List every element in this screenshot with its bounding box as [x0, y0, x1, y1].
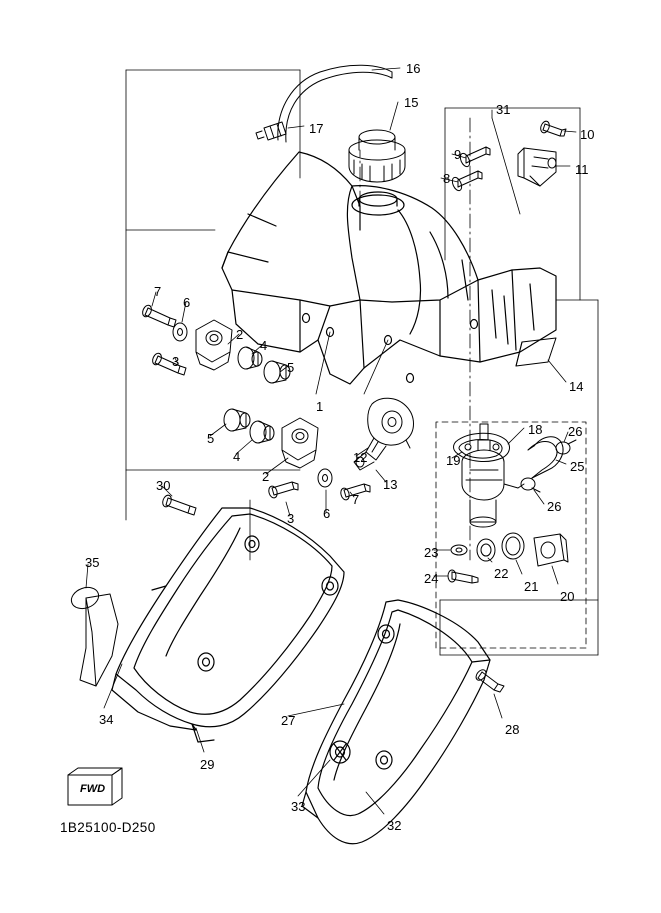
part-25-hose: [528, 437, 563, 478]
callout-4a: 4: [260, 338, 268, 353]
callout-30: 30: [156, 478, 171, 493]
part-4b-collar: [250, 421, 274, 443]
callout-29: 29: [200, 757, 215, 772]
part-29-left-side-cover: [112, 508, 344, 742]
part-26a-clamp: [556, 440, 576, 454]
callout-2a: 2: [236, 327, 244, 342]
callout-5a: 5: [287, 360, 295, 375]
part-20-holder: [534, 534, 568, 566]
callout-21: 21: [524, 579, 539, 594]
callout-10: 10: [580, 127, 595, 142]
callout-5b: 5: [207, 431, 215, 446]
callout-3a: 3: [172, 354, 180, 369]
part-7a-bolt: [141, 304, 176, 327]
callout-23: 23: [424, 545, 439, 560]
callout-11: 11: [575, 162, 589, 177]
callout-25: 25: [570, 459, 585, 474]
callout-34: 34: [99, 712, 114, 727]
callout-6a: 6: [183, 295, 191, 310]
part-21-oring: [502, 533, 524, 559]
callout-9: 9: [454, 147, 462, 162]
part-23-washer: [451, 545, 467, 555]
callout-1a: 1: [316, 399, 324, 414]
diagram-part-number: 1B25100-D250: [60, 820, 156, 835]
part-26b-clamp: [521, 478, 540, 492]
callout-27: 27: [281, 713, 296, 728]
part-17-clamp: [256, 122, 286, 140]
part-5b-damper: [224, 409, 250, 431]
part-27-right-side-cover: [302, 600, 490, 844]
part-22-filter: [477, 539, 495, 561]
callout-24: 24: [424, 571, 439, 586]
callout-6b: 6: [323, 506, 331, 521]
callout-16: 16: [406, 61, 421, 76]
part-35-grommet: [68, 584, 101, 612]
fwd-direction-marker: [68, 775, 112, 805]
part-3a-bolt: [151, 352, 186, 375]
part-1-fuel-tank: [222, 152, 556, 384]
fwd-label: FWD: [80, 783, 106, 795]
callout-4b: 4: [233, 449, 241, 464]
callout-12: 12: [353, 450, 368, 465]
callout-19: 19: [446, 453, 461, 468]
part-12-fuel-cock: [366, 398, 414, 460]
callout-32: 32: [387, 818, 402, 833]
callout-20: 20: [560, 589, 575, 604]
part-28-bolt: [474, 668, 504, 692]
callout-13: 13: [383, 477, 398, 492]
callout-26b: 26: [547, 499, 562, 514]
callout-26a: 26: [568, 424, 583, 439]
part-4a-collar: [238, 347, 262, 369]
reference-frame: [126, 70, 598, 655]
part-2a-bracket: [196, 320, 232, 370]
callout-22: 22: [494, 566, 509, 581]
part-2b-bracket: [282, 418, 318, 468]
part-6b-washer: [318, 469, 332, 487]
part-31-leader: [492, 118, 520, 214]
callout-8: 8: [443, 171, 451, 186]
callout-35: 35: [85, 555, 100, 570]
part-18-pump-body: [462, 424, 524, 527]
part-6a-washer: [173, 323, 187, 341]
callout-2b: 2: [262, 469, 270, 484]
callout-17: 17: [309, 121, 324, 136]
projection-lines: [360, 118, 470, 560]
callout-leaders: [86, 68, 576, 814]
part-11-bracket: [518, 148, 556, 186]
part-24-bolt: [448, 570, 478, 583]
callout-18: 18: [528, 422, 543, 437]
part-19-gasket: [454, 433, 510, 461]
callout-7b: 7: [352, 492, 360, 507]
part-15-tank-cap: [349, 130, 405, 182]
callout-15: 15: [404, 95, 419, 110]
callout-31: 31: [496, 102, 511, 117]
part-3b-bolt: [268, 482, 298, 499]
callout-7a: 7: [154, 284, 162, 299]
callout-28: 28: [505, 722, 520, 737]
part-30-bolt: [161, 494, 196, 515]
callout-33: 33: [291, 799, 306, 814]
callout-3b: 3: [287, 511, 295, 526]
part-10-bolt: [539, 120, 566, 136]
callout-14: 14: [569, 379, 584, 394]
